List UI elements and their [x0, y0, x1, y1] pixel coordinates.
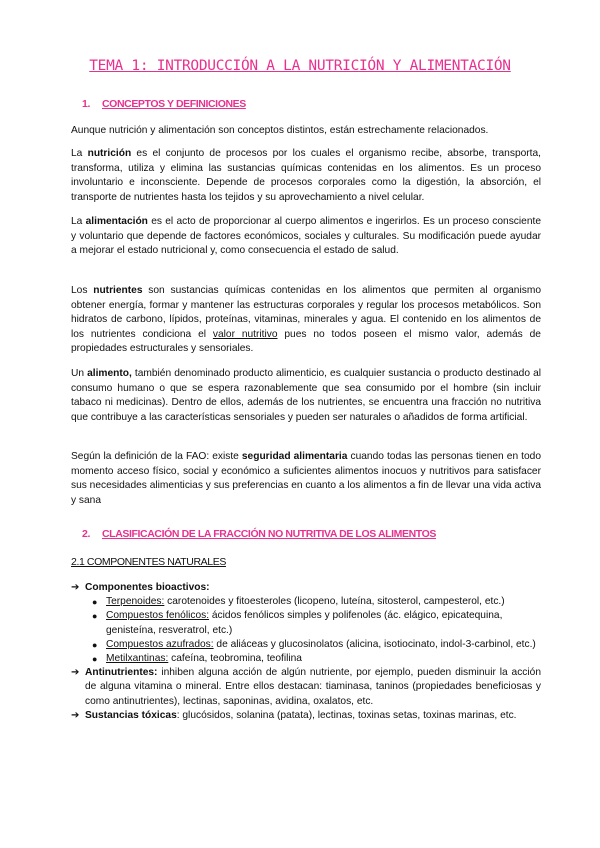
list-item-toxicas: ➔ Sustancias tóxicas: glucósidos, solanina (patata), lectinas, toxinas setas, toxinas marinas, etc.	[71, 709, 541, 723]
section-2-number: 2.	[82, 528, 90, 540]
valor-nutritivo-term: valor nutritivo	[212, 328, 278, 340]
section-1-heading	[82, 98, 246, 110]
section-1-number: 1.	[82, 98, 90, 110]
subsection-2-1-heading: 2.1 COMPONENTES NATURALES	[71, 556, 226, 568]
arrow-icon: ➔	[71, 709, 80, 721]
list-item-antinutrientes: ➔ Antinutrientes: inhiben alguna acción de algún nutriente, por ejemplo, pueden disminuir la acción de alguna vitamina o mineral. Entre ellos destacan: tiaminasa, taninos (propiedades beneficiosas y como antinutrientes), lectinas, saponinas, avidina, oxalatos, etc.	[71, 667, 541, 707]
list-item-metilxantinas: ● Metilxantinas: cafeína, teobromina, teofilina	[71, 652, 541, 666]
bullet-icon: ●	[92, 597, 98, 608]
list-item-bioactivos	[71, 581, 541, 595]
nutrientes-paragraph: Los nutrientes son sustancias químicas contenidas en los alimentos que permiten al organismo obtener energía, formar y mantener las estructuras corporales y regular los procesos metabólicos. Son hidratos de carbono, lípidos, proteínas, vitaminas, minerales y agua. El contenido en los alimentos de los nutrientes condiciona el valor nutritivo pues no todos poseen el mismo valor, además de propiedades estructurales y sensoriales.	[71, 285, 541, 355]
bullet-icon: ●	[92, 654, 98, 665]
seguridad-alimentaria-term: seguridad alimentaria	[241, 451, 348, 462]
list-item-fenolicos: ● Compuestos fenólicos: ácidos fenólicos simples y polifenoles (ác. elágico, epicatequina, genisteína, resveratrol, etc.)	[92, 610, 503, 636]
alimentacion-term: alimentación	[85, 216, 148, 227]
alimento-paragraph: Un alimento, también denominado producto alimenticio, es cualquier sustancia o producto destinado al consumo humano o que se espera razonablemente que sea consumido por el hombre (sin incluir tabaco ni medicinas). Dentro de ellos, además de los nutrientes, se encuentra una fracción no nutritiva que contribuye a las características sensoriales y pueden ser naturales o añadidos de forma artificial.	[71, 368, 541, 423]
list-item-azufrados: ● Compuestos azufrados: de aliáceas y glucosinolatos (alicina, isotiocinato, indol-3-carbinol, etc.)	[71, 638, 541, 652]
section-2-heading	[82, 528, 436, 540]
page-title: TEMA 1: INTRODUCCIÓN A LA NUTRICIÓN Y ALIMENTACIÓN	[89, 58, 511, 74]
antinutrientes-label: Antinutrientes:	[85, 667, 158, 679]
fao-paragraph: Según la definición de la FAO: existe seguridad alimentaria cuando todas las personas tienen en todo momento acceso físico, social y económico a suficientes alimentos inocuos y nutritivos para satisfacer sus necesidades alimenticias y sus preferencias en cuanto a los alimentos a fin de llevar una vida activa y sana	[71, 451, 542, 506]
bullet-icon: ●	[92, 611, 98, 622]
bullet-icon: ●	[92, 639, 98, 650]
classification-list	[71, 581, 541, 723]
section-2-title: CLASIFICACIÓN DE LA FRACCIÓN NO NUTRITIVA DE LOS ALIMENTOS	[102, 528, 436, 540]
nutrientes-term: nutrientes	[93, 285, 143, 296]
section-1-title: CONCEPTOS Y DEFINICIONES	[102, 98, 246, 110]
arrow-icon: ➔	[71, 582, 80, 593]
list-item-terpenoides: ● Terpenoides: carotenoides y fitoesteroles (licopeno, luteína, sitosterol, campesterol, etc.)	[71, 595, 541, 609]
bioactivos-label: Componentes bioactivos:	[85, 582, 210, 593]
toxicas-label: Sustancias tóxicas	[85, 709, 177, 721]
alimentacion-paragraph: La alimentación es el acto de proporcionar al cuerpo alimentos e ingerirlos. Es un proceso consciente y voluntario que depende de factores económicos, sociales y culturales. Su modificación puede ayudar a mejorar el estado nutricional y, como consecuencia el estado de salud.	[71, 216, 541, 257]
nutricion-paragraph: La nutrición es el conjunto de procesos por los cuales el organismo recibe, absorbe, transporta, transforma, utiliza y elimina las sustancias químicas contenidas en los alimentos. Es un proceso involuntario e inconsciente. Depende de procesos corporales como la digestión, la absorción, el transporte de nutrientes hasta los tejidos y su aprovechamiento a nivel celular.	[71, 148, 541, 203]
intro-paragraph: Aunque nutrición y alimentación son conceptos distintos, están estrechamente relacionados.	[71, 125, 489, 136]
nutricion-term: nutrición	[87, 148, 132, 159]
arrow-icon: ➔	[71, 667, 80, 679]
alimento-term: alimento,	[87, 368, 132, 379]
